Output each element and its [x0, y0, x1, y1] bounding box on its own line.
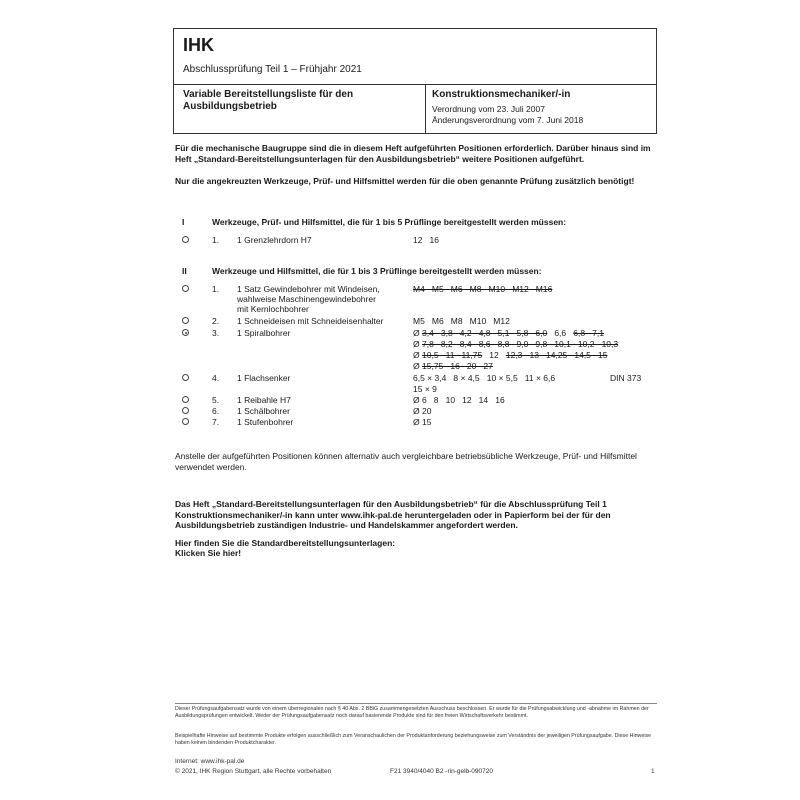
checkbox-s1-item1[interactable]	[182, 236, 189, 243]
s2-item1-desc: mit Kernlochbohrer	[237, 304, 309, 314]
header-column-divider	[425, 84, 426, 134]
s2-item1-desc: wahlweise Maschinengewindebohrer	[237, 294, 376, 304]
s2-item2-desc: 1 Schneideisen mit Schneideisenhalter	[237, 316, 384, 326]
s2-item2-values: M5 M6 M8 M10 M12	[413, 316, 510, 326]
s2-item1-num: 1.	[212, 284, 220, 294]
s2-item6-desc: 1 Schälbohrer	[237, 406, 290, 416]
s2-item2-num: 2.	[212, 316, 220, 326]
s2-item7-desc: 1 Stufenbohrer	[237, 417, 294, 427]
s2-item7-num: 7.	[212, 417, 220, 427]
s2-item1-desc: 1 Satz Gewindebohrer mit Windeisen,	[237, 284, 380, 294]
s1-item1-desc: 1 Grenzlehrdorn H7	[237, 235, 312, 245]
s2-item4-values: 6,5 × 3,4 8 × 4,5 10 × 5,5 11 × 6,6	[413, 373, 556, 383]
footer-product-note: Beispielhafte Hinweise auf bestimmte Produkte erfolgen ausschließlich zum Veranschaulichen der Produktanforderung beziehungsweise zum Verständnis der jeweiligen Prüfungsaufgabe. Diese Hinweise haben keinen bindenden Produktcharakter.	[175, 733, 652, 746]
ordinance-date: Verordnung vom 23. Juli 2007	[432, 104, 545, 114]
page-number: 1	[651, 768, 655, 775]
footer-legal-note: Dieser Prüfungsaufgabensatz wurde von einem überregionalen nach § 40 Abs. 2 BBiG zusammengesetzten Ausschuss beschlossen. Er wurde für die Prüfungsabwicklung und -abnahme im Rahmen der Ausbildungsprüfungen entwickelt. Weder der Prüfungsaufgabensatz noch darauf basierende Produkte sind für den freien Wirtschaftsverkehr bestimmt.	[175, 706, 649, 719]
section2-title: Werkzeuge und Hilfsmittel, die für 1 bis 3 Prüflinge bereitgestellt werden müssen:	[212, 266, 542, 276]
find-documents-text: Hier finden Sie die Standardbereitstellungsunterlagen:	[175, 538, 396, 548]
s2-item4-desc: 1 Flachsenker	[237, 373, 291, 383]
s2-item5-num: 5.	[212, 395, 220, 405]
s2-item1-values: M4 M5 M6 M8 M10 M12 M16	[413, 284, 553, 294]
section1-roman: I	[182, 217, 185, 227]
click-here-link[interactable]: Klicken Sie hier!	[175, 548, 242, 558]
s1-item1-values: 12 16	[413, 235, 439, 245]
exam-title: Abschlussprüfung Teil 1 – Frühjahr 2021	[183, 64, 362, 75]
checkbox-s2-item5[interactable]	[182, 396, 189, 403]
footer-code: F21 3940/4040 B2 -rin-gelb-090720	[390, 768, 493, 775]
header-divider	[174, 84, 656, 85]
s1-item1-num: 1.	[212, 235, 220, 245]
ihk-logo: IHK	[183, 35, 214, 55]
s2-item5-desc: 1 Reibahle H7	[237, 395, 291, 405]
s2-item3-values-row1: Ø 3,4 3,8 4,2 4,8 5,1 5,8 6,0 6,6 6,8 7,1	[413, 328, 604, 338]
s2-item4-din: DIN 373	[610, 373, 642, 383]
s2-item3-num: 3.	[212, 328, 220, 338]
header-box	[173, 28, 657, 134]
s2-item5-values: Ø 6 8 10 12 14 16	[413, 395, 505, 405]
footer-copyright: © 2021, IHK Region Stuttgart, alle Rechte vorbehalten	[175, 768, 332, 775]
s2-item6-num: 6.	[212, 406, 220, 416]
s2-item6-values: Ø 20	[413, 406, 432, 416]
section2-roman: II	[182, 266, 187, 276]
s2-item4-num: 4.	[212, 373, 220, 383]
s2-item3-values-row3: Ø 10,5 11 11,75 12 12,3 13 14,25 14,5 15	[413, 350, 608, 360]
list-title: Variable Bereitstellungsliste für den Ausbildungsbetrieb	[183, 89, 354, 112]
checkbox-s2-item3[interactable]	[182, 329, 189, 336]
checkbox-s2-item1[interactable]	[182, 285, 189, 292]
footer-internet: Internet: www.ihk-pal.de	[175, 758, 245, 765]
s2-item4-values-extra: 15 × 9	[413, 384, 437, 394]
checkbox-s2-item6[interactable]	[182, 407, 189, 414]
download-info: Das Heft „Standard-Bereitstellungsunterlagen für den Ausbildungsbetrieb“ für die Abschlussprüfung Teil 1 Konstruktionsmechaniker/-in kann unter www.ihk-pal.de heruntergeladen oder in Papierform bei der für den Ausbildungsbetrieb zuständigen Industrie- und Handelskammer angefordert werden.	[175, 499, 611, 530]
section1-title: Werkzeuge, Prüf- und Hilfsmittel, die für 1 bis 5 Prüflinge bereitgestellt werden müssen:	[212, 217, 567, 227]
alternative-note: Anstelle der aufgeführten Positionen können alternativ auch vergleichbare betriebsübliche Werkzeuge, Prüf- und Hilfsmittel verwendet werden.	[175, 451, 637, 472]
amendment-date: Änderungsverordnung vom 7. Juni 2018	[432, 115, 584, 125]
s2-item3-values-row2: Ø 7,8 8,2 8,4 8,6 8,8 9,0 9,8 10,1 10,2 10,3	[413, 339, 619, 349]
s2-item3-desc: 1 Spiralbohrer	[237, 328, 291, 338]
regulation-info	[432, 104, 583, 126]
footer-divider	[175, 703, 657, 704]
s2-item3-values-row4: Ø 15,75 16 20 27	[413, 361, 493, 371]
checkbox-s2-item2[interactable]	[182, 317, 189, 324]
intro-text: Für die mechanische Baugruppe sind die in diesem Heft aufgeführten Positionen erforderlich. Darüber hinaus sind im Heft „Standard-Bereitstellungsunterlagen für den Ausbildungsbetrieb“ weitere Positionen aufgeführt.	[175, 143, 651, 164]
s2-item7-values: Ø 15	[413, 417, 432, 427]
checkbox-s2-item4[interactable]	[182, 374, 189, 381]
checkbox-s2-item7[interactable]	[182, 418, 189, 425]
intro-note: Nur die angekreuzten Werkzeuge, Prüf- und Hilfsmittel werden für die oben genannte Prüfung zusätzlich benötigt!	[175, 176, 635, 186]
profession-title: Konstruktionsmechaniker/-in	[432, 89, 571, 100]
